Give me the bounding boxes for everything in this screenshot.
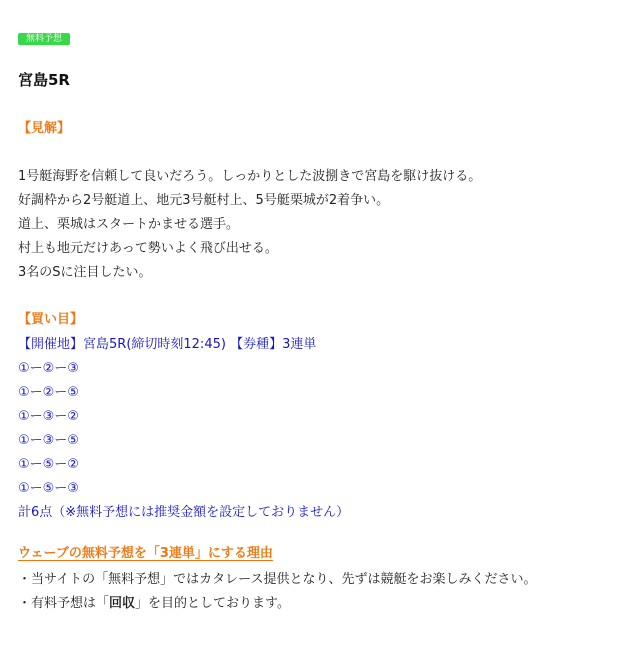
bet-section-body — [18, 333, 349, 525]
reason-line-prefix: ・有料予想は「 — [18, 596, 110, 611]
bet-combo: ①ー③ー② — [18, 409, 79, 424]
bet-type-label: 【券種】 — [230, 337, 283, 352]
bet-total: 計6点（※無料予想には推奨金額を設定しておりません） — [18, 505, 350, 520]
page-title: 宮島5R — [18, 71, 70, 89]
bet-section-heading: 【買い目】 — [18, 312, 84, 327]
view-line: 好調枠から2号艇道上、地元3号艇村上、5号艇栗城が2着争い。 — [18, 193, 390, 208]
reason-section-heading: ウェーブの無料予想を「3連単」にする理由 — [18, 546, 273, 561]
bet-combo: ①ー②ー⑤ — [18, 385, 79, 400]
bet-combo: ①ー⑤ー③ — [18, 481, 79, 496]
view-section-body — [18, 165, 481, 285]
bet-combo: ①ー⑤ー② — [18, 457, 79, 472]
reason-line — [18, 592, 536, 616]
reason-line-emphasis: 回収 — [109, 596, 136, 611]
bet-combo-list — [18, 357, 349, 501]
bet-type-value: 3連単 — [282, 337, 317, 352]
view-section-heading: 【見解】 — [18, 121, 71, 136]
bet-combo: ①ー②ー③ — [18, 361, 79, 376]
bet-info-line — [18, 333, 349, 357]
venue-value: 宮島5R(締切時刻12:45) — [83, 337, 226, 352]
free-prediction-badge: 無料予想 — [18, 33, 70, 45]
reason-section-body — [18, 568, 536, 616]
reason-line: ・当サイトの「無料予想」ではカタレース提供となり、先ずは競艇をお楽しみください。 — [18, 572, 537, 587]
view-line: 道上、栗城はスタートかませる選手。 — [18, 217, 240, 232]
venue-label: 【開催地】 — [18, 337, 84, 352]
bet-combo: ①ー③ー⑤ — [18, 433, 79, 448]
reason-line-suffix: 」を目的としております。 — [135, 596, 290, 611]
view-line: 3名のSに注目したい。 — [18, 265, 152, 280]
view-line: 村上も地元だけあって勢いよく飛び出せる。 — [18, 241, 278, 256]
view-line: 1号艇海野を信頼して良いだろう。しっかりとした波捌きで宮島を駆け抜ける。 — [18, 169, 482, 184]
